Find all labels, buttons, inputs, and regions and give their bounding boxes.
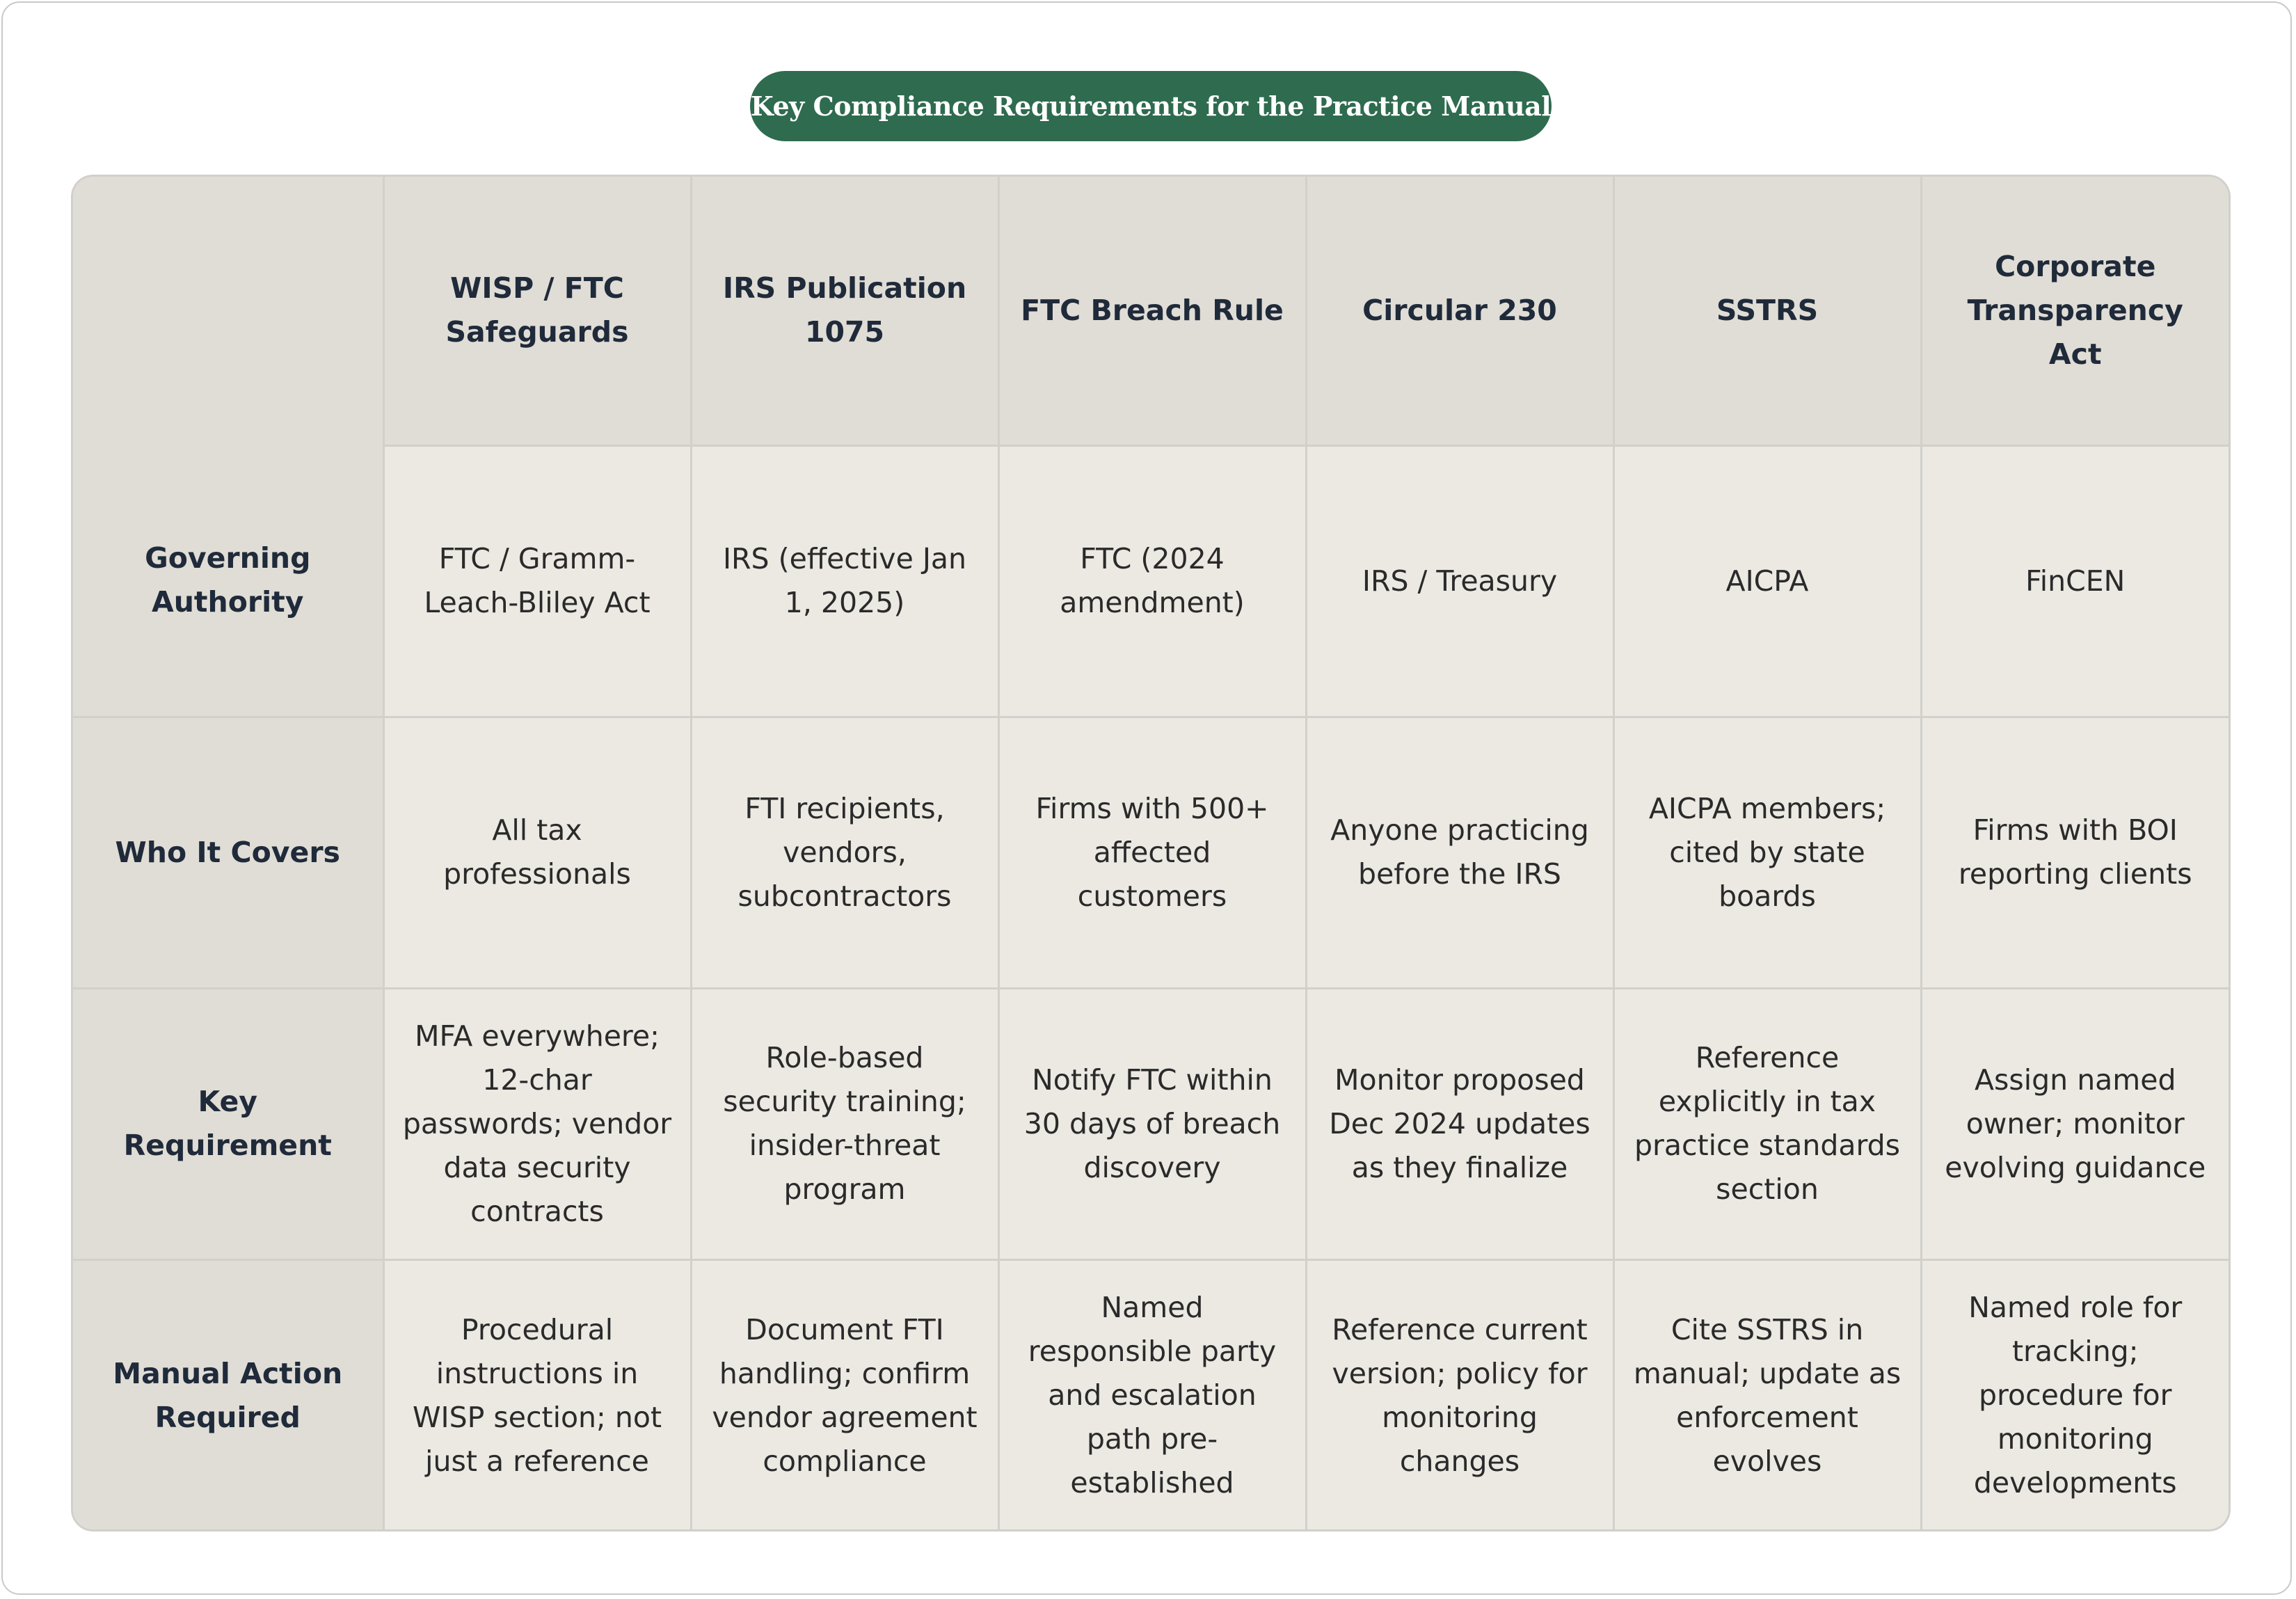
table-cell: Notify FTC within 30 days of breach discovery: [998, 988, 1306, 1259]
compliance-table-grid: [73, 177, 2229, 1531]
table-cell: Role-based security training; insider-threat program: [691, 988, 998, 1259]
column-header-circular-230: Circular 230: [1306, 177, 1613, 445]
header-corner-cell: [73, 177, 383, 445]
page-title: Key Compliance Requirements for the Practice Manual: [750, 71, 1552, 141]
page-frame: [1, 1, 2292, 1595]
table-cell: IRS / Treasury: [1306, 445, 1613, 717]
table-cell: Monitor proposed Dec 2024 updates as they finalize: [1306, 988, 1613, 1259]
table-cell: IRS (effective Jan 1, 2025): [691, 445, 998, 717]
table-cell: Firms with 500+ affected customers: [998, 717, 1306, 988]
table-cell: Firms with BOI reporting clients: [1921, 717, 2229, 988]
table-cell: All tax professionals: [383, 717, 691, 988]
table-cell: Named role for tracking; procedure for monitoring developments: [1921, 1259, 2229, 1531]
column-header-sstrs: SSTRS: [1613, 177, 1921, 445]
column-header-cta: Corporate Transparency Act: [1921, 177, 2229, 445]
row-header-manual-action-required: Manual Action Required: [73, 1259, 383, 1531]
table-cell: Named responsible party and escalation path pre-established: [998, 1259, 1306, 1531]
row-header-who-it-covers: Who It Covers: [73, 717, 383, 988]
table-cell: Document FTI handling; confirm vendor agreement compliance: [691, 1259, 998, 1531]
table-cell: Assign named owner; monitor evolving guidance: [1921, 988, 2229, 1259]
table-cell: Reference explicitly in tax practice standards section: [1613, 988, 1921, 1259]
column-header-ftc-breach-rule: FTC Breach Rule: [998, 177, 1306, 445]
table-cell: AICPA: [1613, 445, 1921, 717]
table-cell: FinCEN: [1921, 445, 2229, 717]
column-header-irs-pub-1075: IRS Publication 1075: [691, 177, 998, 445]
table-cell: AICPA members; cited by state boards: [1613, 717, 1921, 988]
table-cell: Cite SSTRS in manual; update as enforcement evolves: [1613, 1259, 1921, 1531]
table-cell: Reference current version; policy for monitoring changes: [1306, 1259, 1613, 1531]
table-row: [73, 717, 2229, 988]
row-header-governing-authority: Governing Authority: [73, 445, 383, 717]
table-cell: Anyone practicing before the IRS: [1306, 717, 1613, 988]
table-cell: FTC / Gramm-Leach-Bliley Act: [383, 445, 691, 717]
table-row: [73, 1259, 2229, 1531]
table-cell: FTI recipients, vendors, subcontractors: [691, 717, 998, 988]
table-cell: Procedural instructions in WISP section; not just a reference: [383, 1259, 691, 1531]
column-header-wisp: WISP / FTC Safeguards: [383, 177, 691, 445]
table-row: [73, 988, 2229, 1259]
compliance-table: [71, 175, 2231, 1532]
row-header-key-requirement: Key Requirement: [73, 988, 383, 1259]
table-header-row: [73, 177, 2229, 445]
table-row: [73, 445, 2229, 717]
table-cell: FTC (2024 amendment): [998, 445, 1306, 717]
table-cell: MFA everywhere; 12-char passwords; vendor data security contracts: [383, 988, 691, 1259]
